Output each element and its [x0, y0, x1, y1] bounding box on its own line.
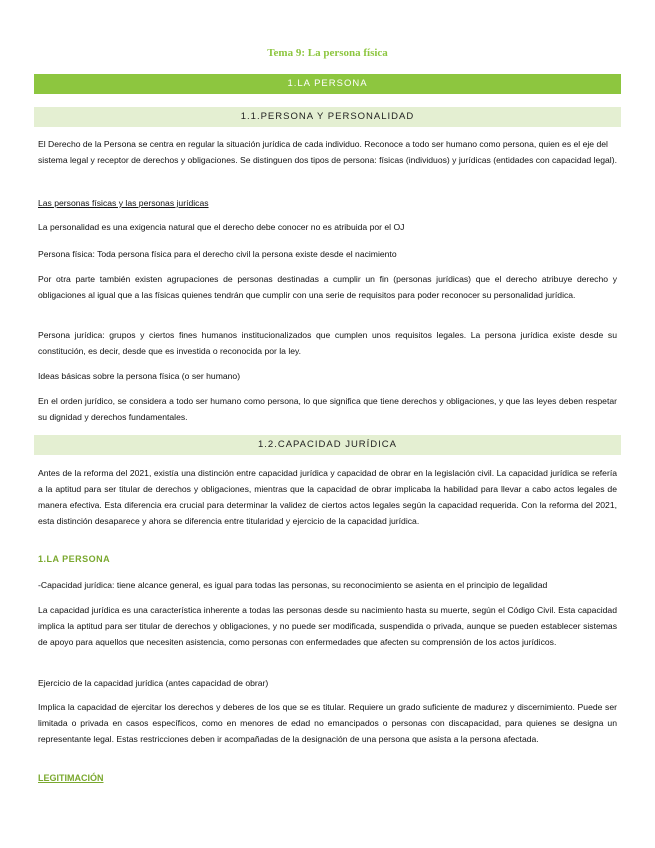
paragraph-capacidad-inherente: La capacidad jurídica es una característica inherente a todas las personas desde su nacimiento hasta su muerte, según el Código Civil. Esta capacidad implica la aptitud para ser titular de derechos y obligaciones, y no puede ser modificada, suspendida o privada, aunque se pueden establecer sistemas de apoyo para aquellos que necesiten asistencia, como personas con enfermedades que afecten su comprensión de los actos jurídicos.	[38, 605, 617, 647]
paragraph-reforma-2021: Antes de la reforma del 2021, existía una distinción entre capacidad jurídica y capacidad de obrar en la legislación civil. La capacidad jurídica se refería a la aptitud para ser titular de derechos y obligaciones, mientras que la capacidad de obrar implicaba la habilidad para llevar a cabo actos legales de manera efectiva. Esta diferencia era crucial para determinar la validez de ciertos actos legales según la capacidad requerida. Con la reforma del 2021, esta distinción desaparece y ahora se diferencia entre titularidad y ejercicio de la capacidad jurídica.	[38, 468, 617, 526]
paragraph-intro: El Derecho de la Persona se centra en regular la situación jurídica de cada individuo. Reconoce a todo ser humano como persona, quien es el eje del sistema legal y receptor de derechos y obligaciones. Se distinguen dos tipos de persona: físicas (individuos) y jurídicas (entidades con capacidad legal).	[38, 139, 617, 165]
section-band-la-persona: 1.LA PERSONA	[34, 74, 621, 94]
heading-la-persona: 1.LA PERSONA	[38, 554, 111, 564]
paragraph-heading-tipos: Las personas físicas y las personas jurídicas	[38, 198, 209, 208]
paragraph-personalidad: La personalidad es una exigencia natural que el derecho debe conocer no es atribuida por el OJ	[38, 222, 405, 232]
paragraph-ideas-basicas: Ideas básicas sobre la persona física (o ser humano)	[38, 371, 241, 381]
document-title: Tema 9: La persona física	[267, 47, 388, 59]
paragraph-capacidad-alcance: -Capacidad jurídica: tiene alcance general, es igual para todas las personas, su reconocimiento se asienta en el principio de legalidad	[38, 580, 548, 590]
heading-legitimacion: LEGITIMACIÓN	[38, 773, 104, 783]
paragraph-persona-fisica: Persona física: Toda persona física para el derecho civil la persona existe desde el nacimiento	[38, 249, 397, 259]
paragraph-ejercicio-heading: Ejercicio de la capacidad jurídica (antes capacidad de obrar)	[38, 678, 269, 688]
paragraph-persona-juridica: Persona jurídica: grupos y ciertos fines humanos institucionalizados que cumplen unos requisitos legales. La persona jurídica existe desde su constitución, es decir, desde que es investida o reconocida por la ley.	[38, 330, 617, 356]
paragraph-agrupaciones: Por otra parte también existen agrupaciones de personas destinadas a cumplir un fin (personas jurídicas) que el derecho atribuye derecho y obligaciones al igual que a las físicas quienes tendrán que cumplir con una serie de requisitos para poder reconocer su personalidad jurídica.	[38, 274, 617, 300]
subsection-band-persona-personalidad: 1.1.PERSONA Y PERSONALIDAD	[34, 107, 621, 127]
paragraph-orden-juridico: En el orden jurídico, se considera a todo ser humano como persona, lo que significa que tiene derechos y obligaciones, y que las leyes deben respetar su dignidad y derechos fundamentales.	[38, 396, 617, 422]
paragraph-ejercicio: Implica la capacidad de ejercitar los derechos y deberes de los que se es titular. Requiere un grado suficiente de madurez y discernimiento. Puede ser limitada o privada en casos específicos, como en menores de edad no emancipados o personas con discapacidad, para quienes se designa un representante legal. Estas restricciones deben ir acompañadas de la designación de una persona que asista a la persona afectada.	[38, 702, 617, 744]
subsection-band-capacidad-juridica: 1.2.CAPACIDAD JURÍDICA	[34, 435, 621, 455]
